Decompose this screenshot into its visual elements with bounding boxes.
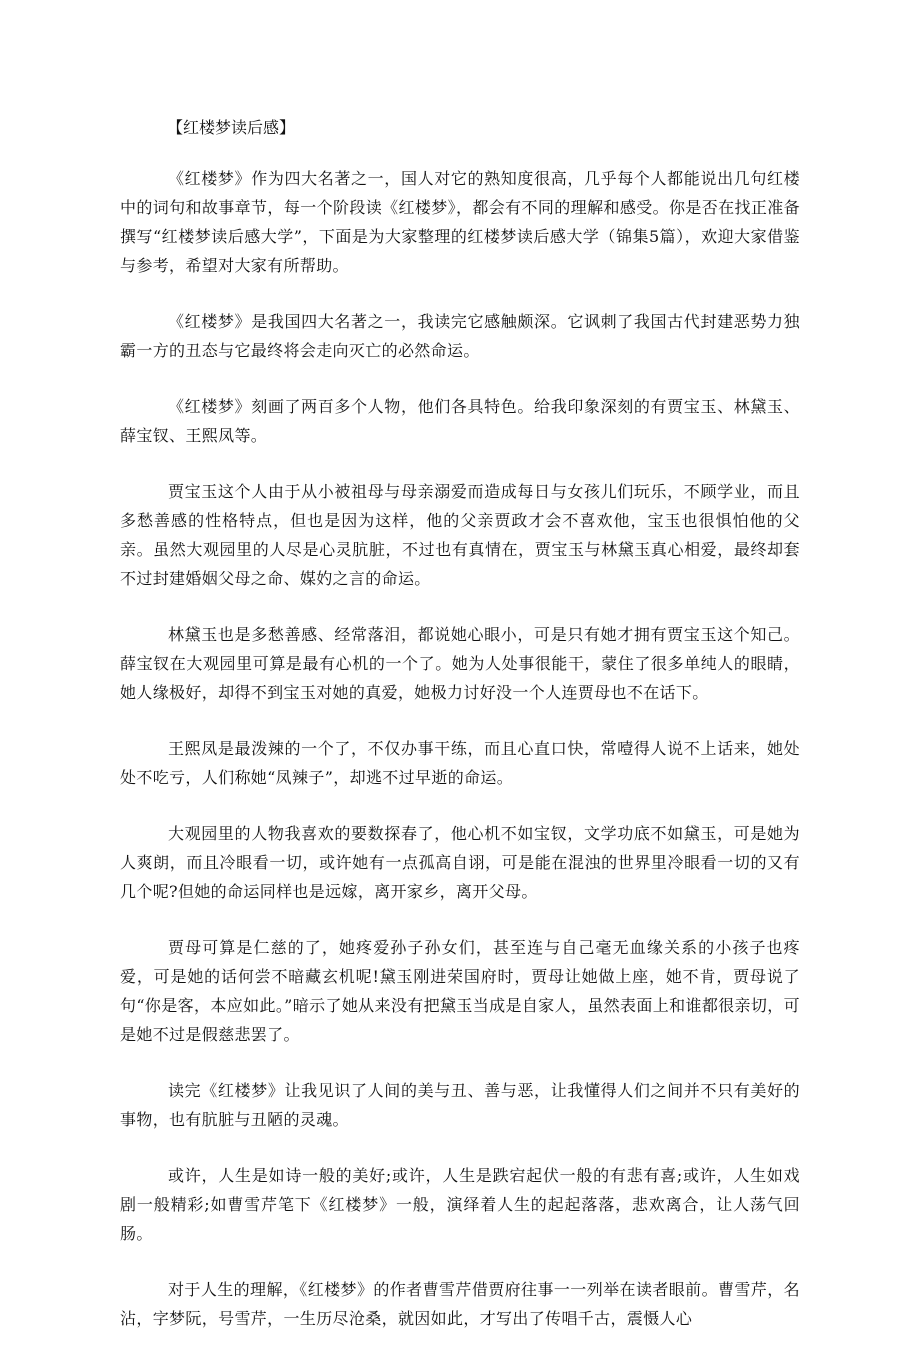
paragraph-intro: 《红楼梦》作为四大名著之一，国人对它的熟知度很高，几乎每个人都能说出几句红楼中的词句和故事章节，每一个阶段读《红楼梦》，都会有不同的理解和感受。你是否在找正准备撰写“红楼梦读后感大学”，下面是为大家整理的红楼梦读后感大学（锦集5篇），欢迎大家借鉴与参考，希望对大家有所帮助。 — [120, 169, 800, 275]
paragraph-grandmother-jia: 贾母可算是仁慈的了，她疼爱孙子孙女们，甚至连与自己毫无血缘关系的小孩子也疼爱，可是她的话何尝不暗藏玄机呢!黛玉刚进荣国府时，贾母让她做上座，她不肯，贾母说了句“你是客，本应如此。”暗示了她从来没有把黛玉当成是自家人，虽然表面上和谁都很亲切，可是她不过是假慈悲罢了。 — [120, 938, 800, 1044]
paragraph-jia-baoyu: 贾宝玉这个人由于从小被祖母与母亲溺爱而造成每日与女孩儿们玩乐，不顾学业，而且多愁善感的性格特点，但也是因为这样，他的父亲贾政才会不喜欢他，宝玉也很惧怕他的父亲。虽然大观园里的人尽是心灵肮脏，不过也有真情在，贾宝玉与林黛玉真心相爱，最终却套不过封建婚姻父母之命、媒妁之言的命运。 — [120, 482, 800, 588]
paragraph-lin-daiyu: 林黛玉也是多愁善感、经常落泪，都说她心眼小，可是只有她才拥有贾宝玉这个知己。薛宝钗在大观园里可算是最有心机的一个了。她为人处事很能干，蒙住了很多单纯人的眼睛，她人缘极好，却得不到宝玉对她的真爱，她极力讨好没一个人连贾母也不在话下。 — [120, 625, 800, 702]
paragraph-characters: 《红楼梦》刻画了两百多个人物，他们各具特色。给我印象深刻的有贾宝玉、林黛玉、薛宝钗、王熙凤等。 — [120, 397, 800, 445]
paragraph-reflection: 读完《红楼梦》让我见识了人间的美与丑、善与恶，让我懂得人们之间并不只有美好的事物，也有肮脏与丑陋的灵魂。 — [120, 1081, 800, 1129]
document-title: 【红楼梦读后感】 — [167, 118, 296, 137]
paragraph-theme: 《红楼梦》是我国四大名著之一，我读完它感触颇深。它讽刺了我国古代封建恶势力独霸一方的丑态与它最终将会走向灭亡的必然命运。 — [120, 312, 800, 360]
paragraph-tanchun: 大观园里的人物我喜欢的要数探春了，他心机不如宝钗，文学功底不如黛玉，可是她为人爽朗，而且冷眼看一切，或许她有一点孤高自诩，可是能在混浊的世界里冷眼看一切的又有几个呢?但她的命运同样也是远嫁，离开家乡，离开父母。 — [120, 824, 800, 901]
paragraph-cao-xueqin: 对于人生的理解，《红楼梦》的作者曹雪芹借贾府往事一一列举在读者眼前。曹雪芹，名沾，字梦阮，号雪芹，一生历尽沧桑，就因如此，才写出了传唱千古，震慑人心 — [120, 1280, 800, 1328]
article-body — [120, 117, 800, 1360]
paragraph-life: 或许，人生是如诗一般的美好;或许，人生是跌宕起伏一般的有悲有喜;或许，人生如戏剧一般精彩;如曹雪芹笔下《红楼梦》一般，演绎着人生的起起落落，悲欢离合，让人荡气回肠。 — [120, 1166, 800, 1243]
paragraph-wang-xifeng: 王熙凤是最泼辣的一个了，不仅办事干练，而且心直口快，常噎得人说不上话来，她处处不吃亏，人们称她“凤辣子”，却逃不过早逝的命运。 — [120, 739, 800, 787]
